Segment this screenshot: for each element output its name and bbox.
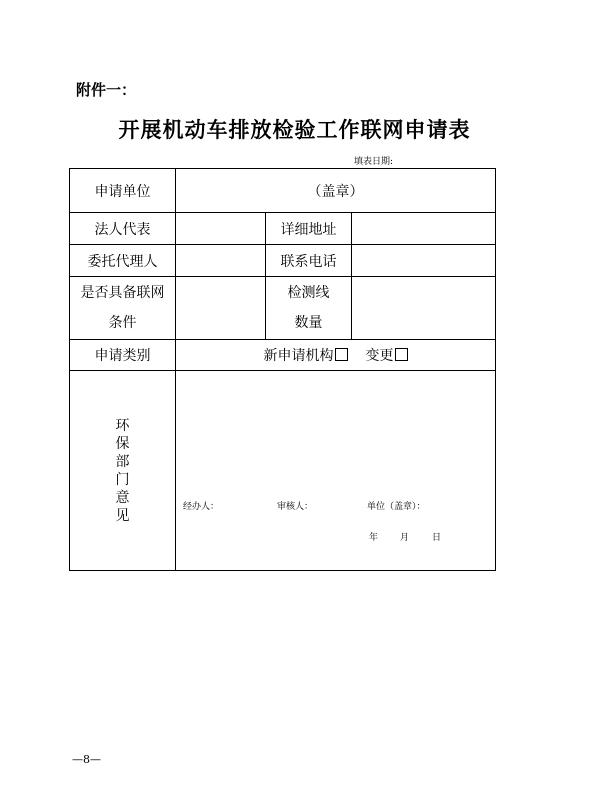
legal-rep-row [70,213,496,245]
opinion-char: 见 [115,507,130,524]
address-label: 详细地址 [266,213,352,245]
line-count-label [266,277,352,340]
category-options [176,340,496,371]
option-new-checkbox[interactable] [335,348,348,361]
legal-rep-field[interactable] [176,213,266,245]
opinion-row [70,371,496,571]
year-label: 年 [369,533,379,543]
line-count-label-line1: 检测线 [287,285,330,301]
legal-rep-label: 法人代表 [70,213,176,245]
page-number: —8— [72,753,101,766]
category-row [70,340,496,371]
option-change-checkbox[interactable] [395,348,408,361]
opinion-char: 部 [115,453,130,470]
line-count-label-line2: 数量 [294,315,323,331]
option-new-label: 新申请机构 [263,348,334,364]
network-condition-label-line1: 是否具备联网 [80,285,165,301]
form-title: 开展机动车排放检验工作联网申请表 [118,118,471,142]
agent-field[interactable] [176,245,266,277]
opinion-label [70,371,176,571]
address-field[interactable] [352,213,496,245]
phone-label: 联系电话 [266,245,352,277]
category-label: 申请类别 [70,340,176,371]
attachment-label: 附件一： [76,81,137,99]
network-condition-label [70,277,176,340]
handler-label: 经办人： [183,502,220,512]
application-form-table [69,168,496,571]
opinion-char: 保 [115,435,130,452]
reviewer-label: 审核人： [277,502,314,512]
unit-seal-label: 单位（盖章）： [367,502,426,512]
network-row [70,277,496,340]
opinion-char: 门 [115,471,130,488]
line-count-field[interactable] [352,277,496,340]
applicant-seal-field[interactable]: （盖章） [176,169,496,213]
agent-row [70,245,496,277]
network-condition-label-line2: 条件 [108,315,137,331]
opinion-field[interactable] [176,371,496,571]
applicant-row [70,169,496,213]
fill-date-label: 填表日期: [354,157,394,167]
applicant-label: 申请单位 [70,169,176,213]
day-label: 日 [432,533,442,543]
network-condition-field[interactable] [176,277,266,340]
month-label: 月 [400,533,410,543]
opinion-char: 意 [115,489,130,506]
opinion-char: 环 [115,417,130,434]
phone-field[interactable] [352,245,496,277]
agent-label: 委托代理人 [70,245,176,277]
option-change-label: 变更 [365,348,394,364]
